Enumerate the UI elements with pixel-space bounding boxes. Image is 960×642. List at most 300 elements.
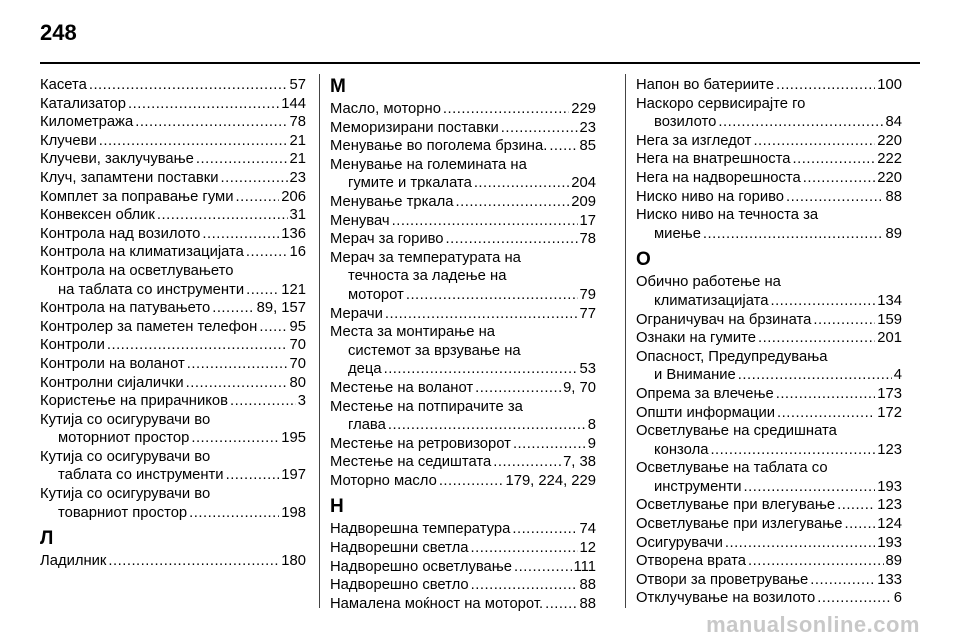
entry-page-numbers: 204 [571,175,596,192]
entry-title: Контрола на климатизацијата [40,244,244,261]
index-entry [40,169,306,188]
entry-page-numbers: 79 [579,286,596,303]
index-entry [330,305,596,324]
dot-leader [471,576,578,595]
dot-leader [793,150,876,169]
entry-heading-line: Местење на потпирачите за [330,398,523,415]
entry-line [40,113,306,132]
entry-heading-line: Кутија со осигурувачи во [40,448,211,465]
index-entry [330,595,596,614]
entry-heading-line: Кутија со осигурувачи во [40,486,211,503]
dot-leader [446,230,578,249]
entry-page-numbers: 3 [297,393,306,410]
entry-page-numbers: 201 [877,330,902,347]
entry-page-numbers: 95 [289,318,306,335]
dot-leader [202,225,279,244]
index-column-3 [636,76,902,608]
index-entry [40,392,306,411]
entry-heading-line: Осветлување на таблата со [636,460,828,477]
entry-line [636,496,902,515]
dot-leader [187,355,288,374]
entry-title: Отклучување на возилото [636,590,816,607]
entry-page-numbers: 77 [579,305,596,322]
index-entry [636,459,902,496]
dot-leader [513,435,586,454]
entry-page-numbers: 111 [573,558,596,575]
entry-page-numbers: 89 [885,225,902,242]
entry-heading-line: течноста за ладење на [348,268,507,285]
entry-page-numbers: 85 [579,138,596,155]
entry-line [636,478,902,497]
entry-page-numbers: 220 [877,132,902,149]
index-entry [636,206,902,243]
entry-heading-line: Контрола на осветлувањето [40,262,234,279]
entry-line [636,366,902,385]
entry-title: Користење на прирачников [40,393,228,410]
entry-page-numbers: 206 [281,188,306,205]
entry-title: Моторно масло [330,472,437,489]
dot-leader [545,595,577,614]
entry-title: Ладилник [40,553,107,570]
entry-heading-line: Кутија со осигурувачи во [40,411,211,428]
entry-line [330,100,596,119]
entry-page-numbers: 134 [877,292,902,309]
dot-leader [718,113,883,132]
index-column-1 [40,76,306,571]
index-entry [330,558,596,577]
dot-leader [744,478,876,497]
entry-page-numbers: 6 [893,590,902,607]
entry-line [40,95,306,114]
dot-leader [776,385,876,404]
dot-leader [493,453,561,472]
entry-title: Ниско ниво на гориво [636,188,785,205]
entry-title: Контрола на патувањето [40,300,211,317]
entry-heading-line: Ниско ниво на течноста за [636,207,819,224]
dot-leader [246,243,288,262]
dot-leader [738,366,892,385]
index-entry [330,137,596,156]
entry-heading-line: Осветлување на средишната [636,423,837,440]
entry-page-numbers: 21 [289,132,306,149]
entry-title: Километража [40,114,134,131]
entry-title: гумите и тркалата [348,175,472,192]
entry-line [636,113,902,132]
dot-leader [837,496,875,515]
entry-title: Осигурувачи [636,534,723,551]
index-entry [330,156,596,193]
entry-line [40,392,306,411]
entry-page-numbers: 136 [281,225,306,242]
entry-page-numbers: 209 [571,193,596,210]
dot-leader [817,589,892,608]
entry-title: Местење на седиштата [330,454,492,471]
index-entry [636,311,902,330]
entry-line [40,169,306,188]
dot-leader [89,76,288,95]
index-entry [40,485,306,522]
index-entry [636,589,902,608]
index-entry [40,411,306,448]
dot-leader [226,466,280,485]
index-entry [636,534,902,553]
index-entry [40,299,306,318]
entry-title: Ограничувач на брзината [636,311,812,328]
entry-title: Комплет за поправање гуми [40,188,234,205]
entry-title: деца [348,361,382,378]
entry-page-numbers: 144 [281,95,306,112]
entry-page-numbers: 21 [289,151,306,168]
dot-leader [770,292,875,311]
entry-page-numbers: 123 [877,497,902,514]
entry-title: и Внимание [654,367,736,384]
entry-line [40,150,306,169]
entry-line [330,193,596,212]
index-entry [40,336,306,355]
entry-page-numbers: 84 [885,114,902,131]
dot-leader [196,150,288,169]
column-divider [625,74,626,608]
entry-title: Контролер за паметен телефон [40,318,258,335]
entry-line [330,435,596,454]
entry-line [40,132,306,151]
entry-line [636,329,902,348]
entry-line [330,137,596,156]
index-entry [330,323,596,379]
index-entry [636,385,902,404]
entry-line [40,552,306,571]
entry-title: Надворешно светло [330,577,469,594]
index-entry [636,496,902,515]
entry-heading-line: Обично работење на [636,274,781,291]
dot-leader [474,174,569,193]
index-entry [636,273,902,310]
index-entry [40,262,306,299]
entry-line [330,595,596,614]
entry-page-numbers: 88 [579,595,596,612]
entry-title: Катализатор [40,95,127,112]
entry-line [636,169,902,188]
entry-page-numbers: 133 [877,571,902,588]
dot-leader [549,137,577,156]
index-entry [636,95,902,132]
entry-line [40,225,306,244]
column-divider [319,74,320,608]
entry-page-numbers: 198 [281,504,306,521]
index-entry [330,230,596,249]
dot-leader [777,404,875,423]
entry-title: моторот [348,286,404,303]
dot-leader [212,299,254,318]
index-entry [40,355,306,374]
entry-title: Клучеви, заклучување [40,151,194,168]
index-entry [330,100,596,119]
entry-title: конзола [654,441,709,458]
entry-page-numbers: 7, 38 [563,454,596,471]
entry-page-numbers: 17 [579,212,596,229]
index-entry [330,453,596,472]
entry-title: Конвексен облик [40,207,155,224]
entry-page-numbers: 100 [877,77,902,93]
entry-line [40,355,306,374]
index-entry [636,150,902,169]
entry-page-numbers: 78 [289,114,306,131]
dot-leader [246,281,279,300]
dot-leader [388,416,586,435]
index-entry [330,119,596,138]
entry-line [636,552,902,571]
entry-line [330,472,596,491]
entry-title: инструменти [654,478,742,495]
dot-leader [813,311,875,330]
index-entry [636,76,902,95]
index-column-2 [330,76,596,613]
dot-leader [475,379,561,398]
entry-title: Нега за изгледот [636,132,752,149]
index-entry [330,576,596,595]
dot-leader [501,119,578,138]
index-entry [40,188,306,207]
entry-line [636,311,902,330]
dot-leader [753,132,875,151]
index-entry [40,374,306,393]
entry-title: Напон во батериите [636,77,774,93]
entry-title: Контрола над возилото [40,225,201,242]
entry-line [40,76,306,95]
entry-title: Менувач [330,212,390,229]
dot-leader [455,193,569,212]
entry-line [330,520,596,539]
entry-page-numbers: 121 [281,281,306,298]
entry-page-numbers: 229 [571,101,596,117]
entry-page-numbers: 123 [877,441,902,458]
dot-leader [844,515,875,534]
index-entry [40,552,306,571]
entry-title: Менување тркала [330,193,454,210]
entry-page-numbers: 70 [289,337,306,354]
index-entry [40,318,306,337]
entry-title: Отворена врата [636,553,747,570]
entry-title: Надворешно осветлување [330,558,513,575]
entry-line [636,404,902,423]
entry-title: моторниот простор [58,430,190,447]
entry-title: Меморизирани поставки [330,119,499,136]
entry-page-numbers: 193 [877,534,902,551]
entry-page-numbers: 124 [877,516,902,533]
section-letter: О [636,249,651,271]
entry-title: Надворешна температура [330,521,511,538]
entry-page-numbers: 222 [877,151,902,168]
page-number: 248 [40,20,77,45]
dot-leader [748,552,884,571]
section-letter: Н [330,496,344,518]
entry-title: Менување во поголема брзина. [330,138,548,155]
entry-title: на таблата со инструменти [58,281,245,298]
entry-page-numbers: 88 [579,577,596,594]
entry-title: Местење на ретровизорот [330,435,511,452]
index-entry [636,169,902,188]
index-entry [330,379,596,398]
entry-page-numbers: 180 [281,553,306,570]
entry-page-numbers: 53 [579,361,596,378]
entry-line [330,286,596,305]
entry-line [40,299,306,318]
dot-leader [186,374,288,393]
entry-page-numbers: 89 [885,553,902,570]
header-rule [40,62,920,64]
entry-line [636,150,902,169]
entry-line [330,558,596,577]
entry-title: Општи информации [636,404,776,421]
entry-title: климатизацијата [654,292,769,309]
entry-line [40,188,306,207]
index-entry [330,193,596,212]
entry-title: Осветлување при влегување [636,497,836,514]
index-entry [636,348,902,385]
entry-title: Опрема за влечење [636,385,774,402]
entry-page-numbers: 23 [579,119,596,136]
entry-title: Местење на воланот [330,379,474,396]
entry-page-numbers: 4 [893,367,902,384]
dot-leader [406,286,578,305]
dot-leader [512,520,577,539]
entry-page-numbers: 78 [579,231,596,248]
entry-title: Надворешни светла [330,540,469,557]
entry-line [40,243,306,262]
dot-leader [710,441,875,460]
entry-line [636,571,902,590]
entry-title: Касета [40,77,87,93]
entry-line [330,379,596,398]
index-entry [636,329,902,348]
index-entry [636,404,902,423]
entry-page-numbers: 172 [877,404,902,421]
entry-line [330,119,596,138]
dot-leader [99,132,288,151]
dot-leader [259,318,287,337]
entry-title: Осветлување при излегување [636,516,843,533]
section-letter: М [330,76,346,97]
entry-line [636,132,902,151]
entry-page-numbers: 193 [877,478,902,495]
entry-title: Отвори за проветрување [636,571,809,588]
entry-page-numbers: 197 [281,467,306,484]
entry-page-numbers: 9, 70 [563,379,596,396]
entry-line [40,374,306,393]
entry-page-numbers: 220 [877,169,902,186]
entry-heading-line: Мерач за температурата на [330,249,521,266]
dot-leader [392,212,578,231]
dot-leader [108,552,279,571]
dot-leader [191,429,279,448]
entry-line [330,230,596,249]
entry-page-numbers: 57 [289,77,306,93]
entry-title: Клуч, запамтени поставки [40,169,219,186]
dot-leader [157,206,288,225]
entry-line [330,539,596,558]
entry-line [636,188,902,207]
index-entry [330,398,596,435]
index-entry [40,448,306,485]
entry-line [330,360,596,379]
entry-title: Нега на внатрешноста [636,151,791,168]
index-entry [636,132,902,151]
dot-leader [135,113,287,132]
entry-title: Клучеви [40,132,97,149]
dot-leader [189,504,279,523]
entry-page-numbers: 88 [885,188,902,205]
entry-line [330,416,596,435]
index-entry [330,539,596,558]
dot-leader [439,472,504,491]
index-entry [636,188,902,207]
dot-leader [384,360,578,379]
entry-line [636,589,902,608]
index-entry [40,150,306,169]
entry-line [40,336,306,355]
entry-title: Нега на надворешноста [636,169,801,186]
index-entry [330,520,596,539]
index-entry [40,243,306,262]
index-entry [636,552,902,571]
entry-title: Намалена моќност на моторот. [330,595,544,612]
index-entry [330,212,596,231]
dot-leader [230,392,296,411]
entry-page-numbers: 89, 157 [256,300,306,317]
dot-leader [471,539,578,558]
entry-title: глава [348,417,386,434]
entry-line [40,281,306,300]
entry-page-numbers: 23 [289,169,306,186]
index-entry [40,132,306,151]
entry-page-numbers: 173 [877,385,902,402]
dot-leader [236,188,280,207]
dot-leader [385,305,578,324]
entry-page-numbers: 159 [877,311,902,328]
entry-title: Контролни сијалички [40,374,184,391]
entry-title: товарниот простор [58,504,188,521]
dot-leader [128,95,279,114]
entry-title: Контроли на воланот [40,355,185,372]
entry-line [330,305,596,324]
entry-title: таблата со инструменти [58,467,224,484]
entry-page-numbers: 179, 224, 229 [505,472,596,489]
entry-heading-line: Наскоро сервисирајте го [636,95,806,112]
entry-line [330,453,596,472]
entry-line [636,534,902,553]
index-entry [330,435,596,454]
index-entry [636,515,902,534]
entry-heading-line: системот за врзување на [348,342,521,359]
dot-leader [758,329,875,348]
dot-leader [776,76,875,95]
dot-leader [786,188,883,207]
entry-title: миење [654,225,701,242]
entry-page-numbers: 8 [587,417,596,434]
dot-leader [803,169,876,188]
entry-line [636,515,902,534]
dot-leader [514,558,571,577]
entry-line [636,441,902,460]
index-entry [330,472,596,491]
entry-line [40,466,306,485]
entry-line [636,76,902,95]
index-entry [40,206,306,225]
entry-heading-line: Менување на големината на [330,156,527,173]
entry-line [40,206,306,225]
entry-heading-line: Опасност, Предупредувања [636,348,828,365]
entry-title: Масло, моторно [330,101,441,117]
